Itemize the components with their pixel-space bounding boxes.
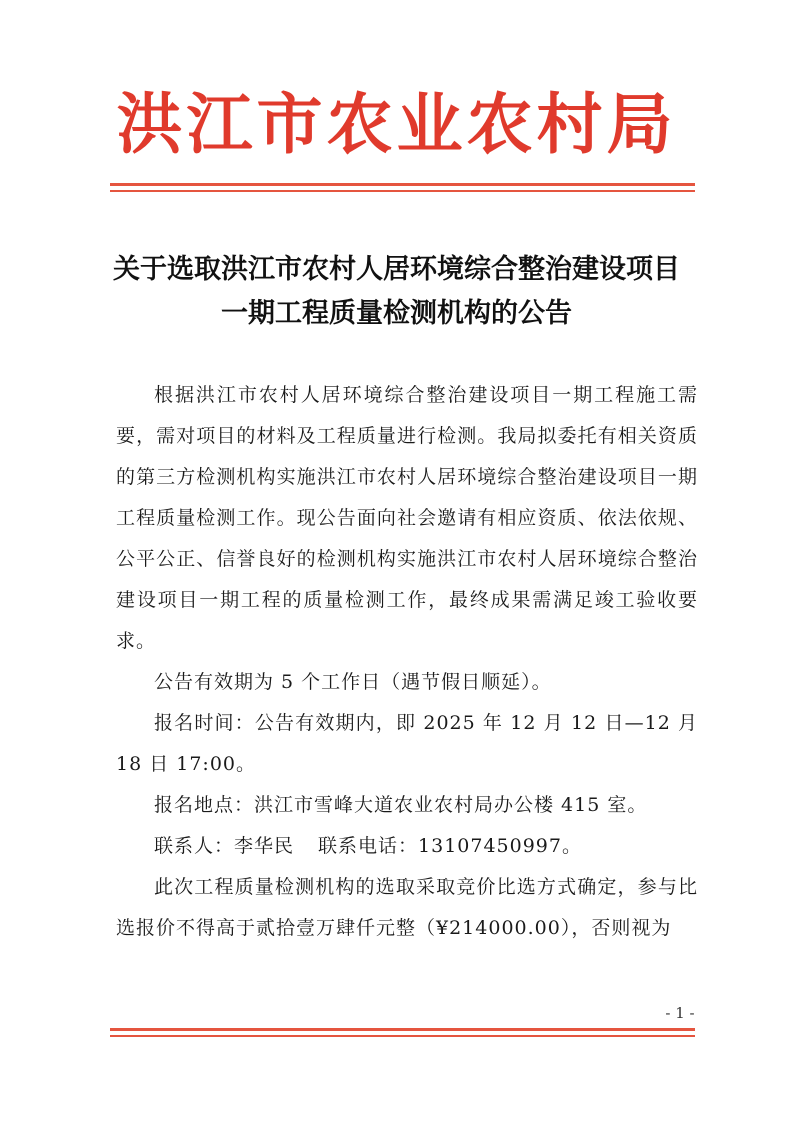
contact-person: 联系人：李华民 [154, 835, 295, 857]
masthead-divider-thick [110, 183, 695, 186]
selection-method-paragraph: 此次工程质量检测机构的选取采取竞价比选方式确定，参与比选报价不得高于贰拾壹万肆仟元整（¥214000.00），否则视为 [116, 876, 698, 939]
footer-divider-thin [110, 1035, 695, 1037]
agency-masthead: 洪江市农业农村局 [116, 85, 677, 163]
contact-paragraph [116, 826, 698, 867]
footer-divider-thick [110, 1028, 695, 1031]
document-title-line-2: 一期工程质量检测机构的公告 [221, 298, 572, 329]
registration-place-paragraph: 报名地点：洪江市雪峰大道农业农村局办公楼 415 室。 [154, 794, 648, 816]
document-title-line-1: 关于选取洪江市农村人居环境综合整治建设项目 [113, 254, 680, 285]
registration-time-paragraph: 报名时间：公告有效期内，即 2025 年 12 月 12 日—12 月 18 日 17:00。 [116, 712, 698, 775]
validity-paragraph: 公告有效期为 5 个工作日（遇节假日顺延）。 [154, 671, 552, 693]
contact-phone: 联系电话：13107450997。 [318, 835, 582, 857]
masthead-divider-thin [110, 190, 695, 192]
intro-paragraph: 根据洪江市农村人居环境综合整治建设项目一期工程施工需要，需对项目的材料及工程质量进行检测。我局拟委托有相关资质的第三方检测机构实施洪江市农村人居环境综合整治建设项目一期工程质量检测工作。现公告面向社会邀请有相应资质、依法依规、公平公正、信誉良好的检测机构实施洪江市农村人居环境综合整治建设项目一期工程的质量检测工作，最终成果需满足竣工验收要求。 [116, 384, 698, 652]
page-number: - 1 - [665, 1004, 695, 1022]
document-body [116, 375, 698, 949]
